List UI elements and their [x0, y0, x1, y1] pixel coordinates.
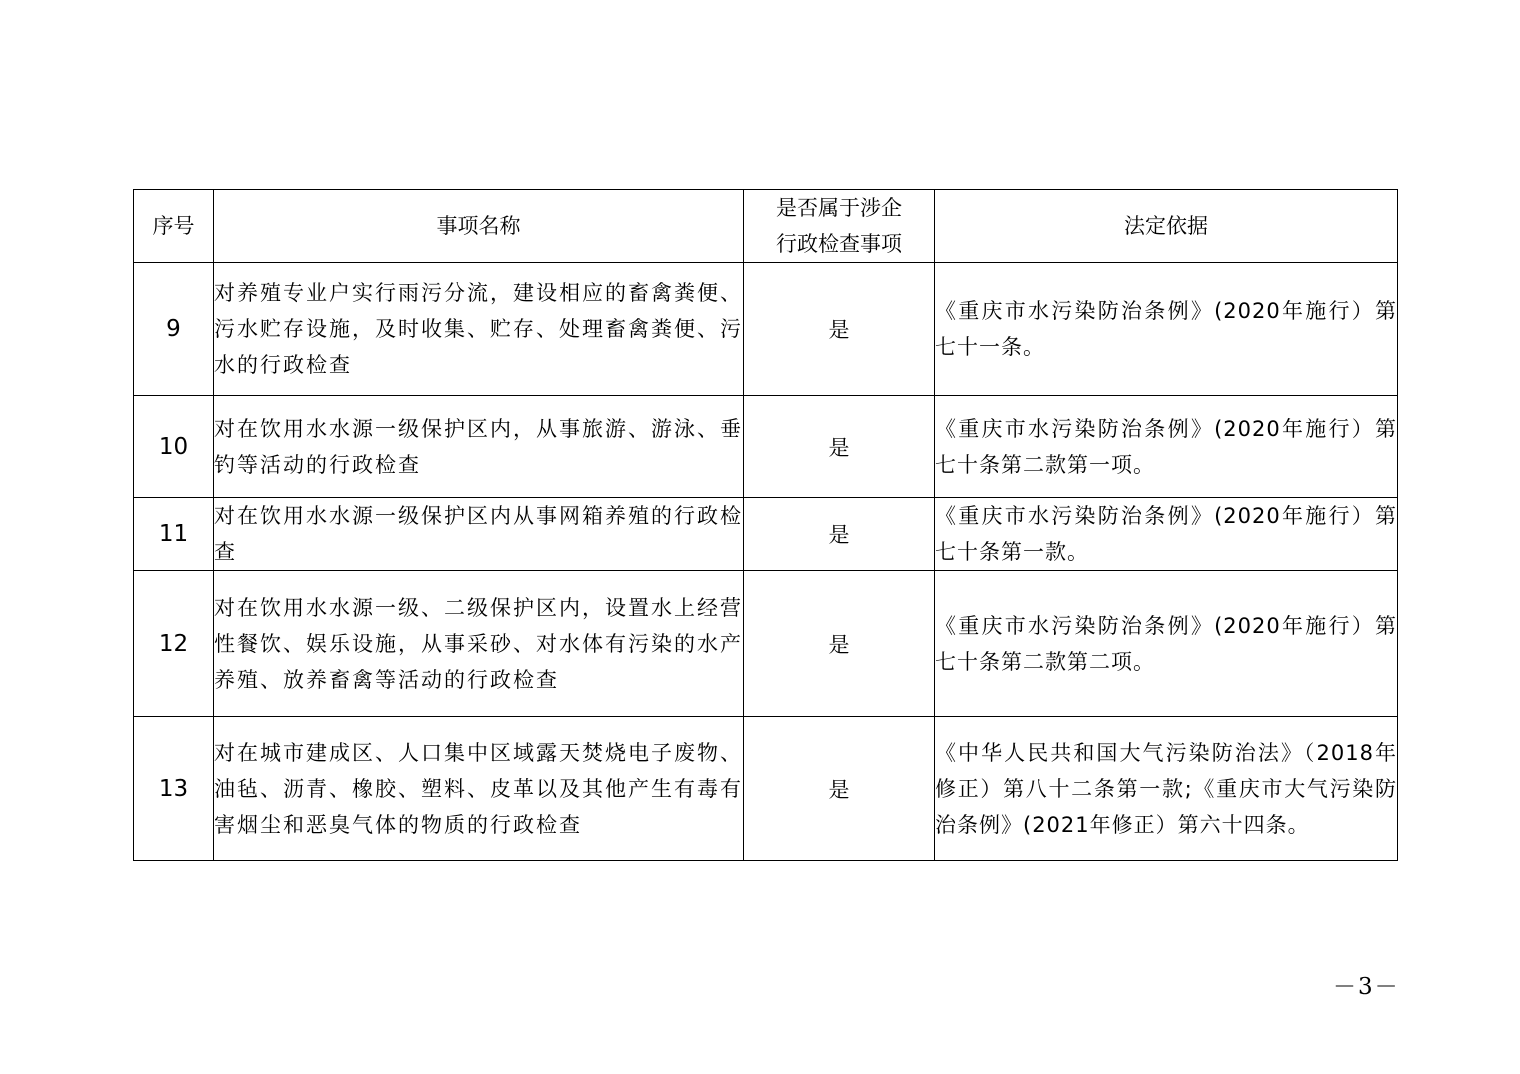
row-legal-basis: 《重庆市水污染防治条例》(2020年施行）第七十条第二款第一项。	[935, 396, 1398, 498]
row-item-name: 对在饮用水水源一级保护区内从事网箱养殖的行政检查	[214, 498, 744, 571]
header-basis: 法定依据	[935, 190, 1398, 263]
row-seq: 9	[134, 263, 214, 396]
row-seq: 10	[134, 396, 214, 498]
row-enterprise-flag: 是	[744, 571, 935, 717]
row-seq: 12	[134, 571, 214, 717]
row-enterprise-flag: 是	[744, 263, 935, 396]
header-flag-line2: 行政检查事项	[776, 232, 902, 256]
row-item-name: 对养殖专业户实行雨污分流，建设相应的畜禽粪便、污水贮存设施，及时收集、贮存、处理畜禽粪便、污水的行政检查	[214, 263, 744, 396]
row-enterprise-flag: 是	[744, 498, 935, 571]
table-header-row	[134, 190, 1398, 263]
row-seq: 11	[134, 498, 214, 571]
header-flag	[744, 190, 935, 263]
row-legal-basis: 《重庆市水污染防治条例》(2020年施行）第七十条第二款第二项。	[935, 571, 1398, 717]
table-row	[134, 396, 1398, 498]
header-flag-line1: 是否属于涉企	[776, 196, 902, 220]
row-seq: 13	[134, 717, 214, 861]
row-enterprise-flag: 是	[744, 396, 935, 498]
row-legal-basis: 《重庆市水污染防治条例》(2020年施行）第七十条第一款。	[935, 498, 1398, 571]
row-legal-basis: 《重庆市水污染防治条例》(2020年施行）第七十一条。	[935, 263, 1398, 396]
row-item-name: 对在城市建成区、人口集中区域露天焚烧电子废物、油毡、沥青、橡胶、塑料、皮革以及其他产生有毒有害烟尘和恶臭气体的物质的行政检查	[214, 717, 744, 861]
table-row	[134, 263, 1398, 396]
table-row	[134, 571, 1398, 717]
regulation-table	[133, 189, 1398, 861]
header-name: 事项名称	[214, 190, 744, 263]
row-item-name: 对在饮用水水源一级、二级保护区内，设置水上经营性餐饮、娱乐设施，从事采砂、对水体有污染的水产养殖、放养畜禽等活动的行政检查	[214, 571, 744, 717]
row-legal-basis: 《中华人民共和国大气污染防治法》（2018年修正）第八十二条第一款;《重庆市大气污染防治条例》(2021年修正）第六十四条。	[935, 717, 1398, 861]
row-item-name: 对在饮用水水源一级保护区内，从事旅游、游泳、垂钓等活动的行政检查	[214, 396, 744, 498]
header-seq: 序号	[134, 190, 214, 263]
row-enterprise-flag: 是	[744, 717, 935, 861]
table-row	[134, 717, 1398, 861]
table-row	[134, 498, 1398, 571]
page-number: －3－	[1333, 974, 1400, 1000]
